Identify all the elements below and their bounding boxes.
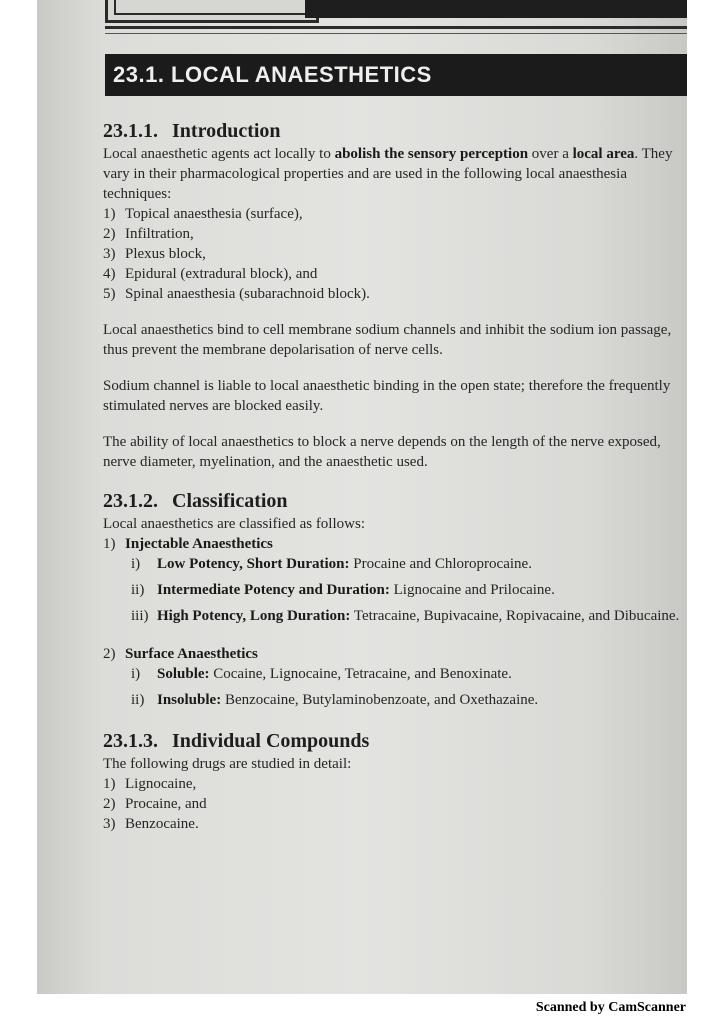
list-text: Spinal anaesthesia (subarachnoid block). [125,286,370,302]
classification-list-2 [103,644,685,664]
classification-heading-number: 23.1.2. [103,490,158,512]
list-item [103,284,685,304]
item-label: Intermediate Potency and Duration: [157,582,390,598]
intro-paragraph-1 [103,144,685,204]
list-item [131,580,685,600]
list-number: i) [131,556,141,572]
list-text: Benzocaine. [125,816,199,832]
intro-text: over a [528,146,573,162]
compounds-heading-number: 23.1.3. [103,730,158,752]
technique-list [103,204,685,304]
list-item [103,644,685,664]
group-title: Surface Anaesthetics [125,646,258,662]
classification-heading [103,488,685,514]
intro-paragraph-4: The ability of local anaesthetics to block a nerve depends on the length of the nerve exposed, nerve diameter, myelination, and the anaesthetic used. [103,434,661,470]
list-number: 2) [103,226,116,242]
list-item [131,690,685,710]
list-number: 1) [103,536,116,552]
list-number: 1) [103,206,116,222]
intro-text: . They vary in their pharmacological properties and are used in the following local anaesthesia techniques: [103,146,673,202]
scanner-watermark: Scanned by CamScanner [535,1000,686,1015]
classification-heading-title: Classification [172,490,288,512]
list-item [103,814,685,834]
item-label: Insoluble: [157,692,222,708]
list-item [103,204,685,224]
item-label: High Potency, Long Duration: [157,608,351,624]
list-number: 3) [103,816,116,832]
surface-list [103,664,685,710]
classification-list [103,534,685,554]
section-title: 23.1. LOCAL ANAESTHETICS [105,54,687,96]
item-text: Procaine and Chloroprocaine. [349,556,532,572]
list-item [103,264,685,284]
intro-paragraph-2: Local anaesthetics bind to cell membrane sodium channels and inhibit the sodium ion passage, thus prevent the membrane depolarisation of nerve cells. [103,322,672,358]
group-title: Injectable Anaesthetics [125,536,273,552]
list-item [131,606,685,626]
list-item [103,794,685,814]
list-number: 2) [103,796,116,812]
list-text: Lignocaine, [125,776,197,792]
list-number: i) [131,666,141,682]
list-number: ii) [131,692,145,708]
header-rule-thin [105,33,687,34]
list-item [103,774,685,794]
intro-paragraph-3: Sodium channel is liable to local anaesthetic binding in the open state; therefore the frequently stimulated nerves are blocked easily. [103,378,671,414]
intro-bold-text: local area [572,146,635,162]
list-number: 4) [103,266,116,282]
intro-heading-number: 23.1.1. [103,120,158,142]
list-item [131,554,685,574]
list-number: 1) [103,776,116,792]
list-text: Procaine, and [125,796,207,812]
list-text: Topical anaesthesia (surface), [125,206,303,222]
list-number: iii) [131,608,149,624]
intro-text: Local anaesthetic agents act locally to [103,146,335,162]
item-label: Soluble: [157,666,210,682]
item-text: Cocaine, Lignocaine, Tetracaine, and Benoxinate. [209,666,512,682]
intro-bold-text: abolish the sensory perception [334,146,529,162]
compounds-list [103,774,685,834]
compounds-heading [103,728,685,754]
header-decoration-box [105,0,319,23]
list-text: Plexus block, [125,246,206,262]
list-number: 3) [103,246,116,262]
intro-heading-title: Introduction [172,120,281,142]
list-number: 5) [103,286,116,302]
list-text: Infiltration, [125,226,194,242]
list-item [103,534,685,554]
list-number: 2) [103,646,116,662]
page-content [103,118,685,834]
item-text: Tetracaine, Bupivacaine, Ropivacaine, and Dibucaine. [350,608,680,624]
item-label: Low Potency, Short Duration: [157,556,350,572]
classification-lead: Local anaesthetics are classified as follows: [103,516,365,532]
list-item [103,224,685,244]
header-rule [105,26,687,29]
list-text: Epidural (extradural block), and [125,266,318,282]
scanned-page [37,0,687,994]
list-number: ii) [131,582,145,598]
compounds-heading-title: Individual Compounds [172,730,370,752]
item-text: Lignocaine and Prilocaine. [389,582,555,598]
header-decoration-bar [305,0,687,18]
compounds-lead: The following drugs are studied in detail: [103,756,352,772]
intro-heading [103,118,685,144]
item-text: Benzocaine, Butylaminobenzoate, and Oxethazaine. [221,692,539,708]
list-item [131,664,685,684]
injectable-list [103,554,685,626]
list-item [103,244,685,264]
